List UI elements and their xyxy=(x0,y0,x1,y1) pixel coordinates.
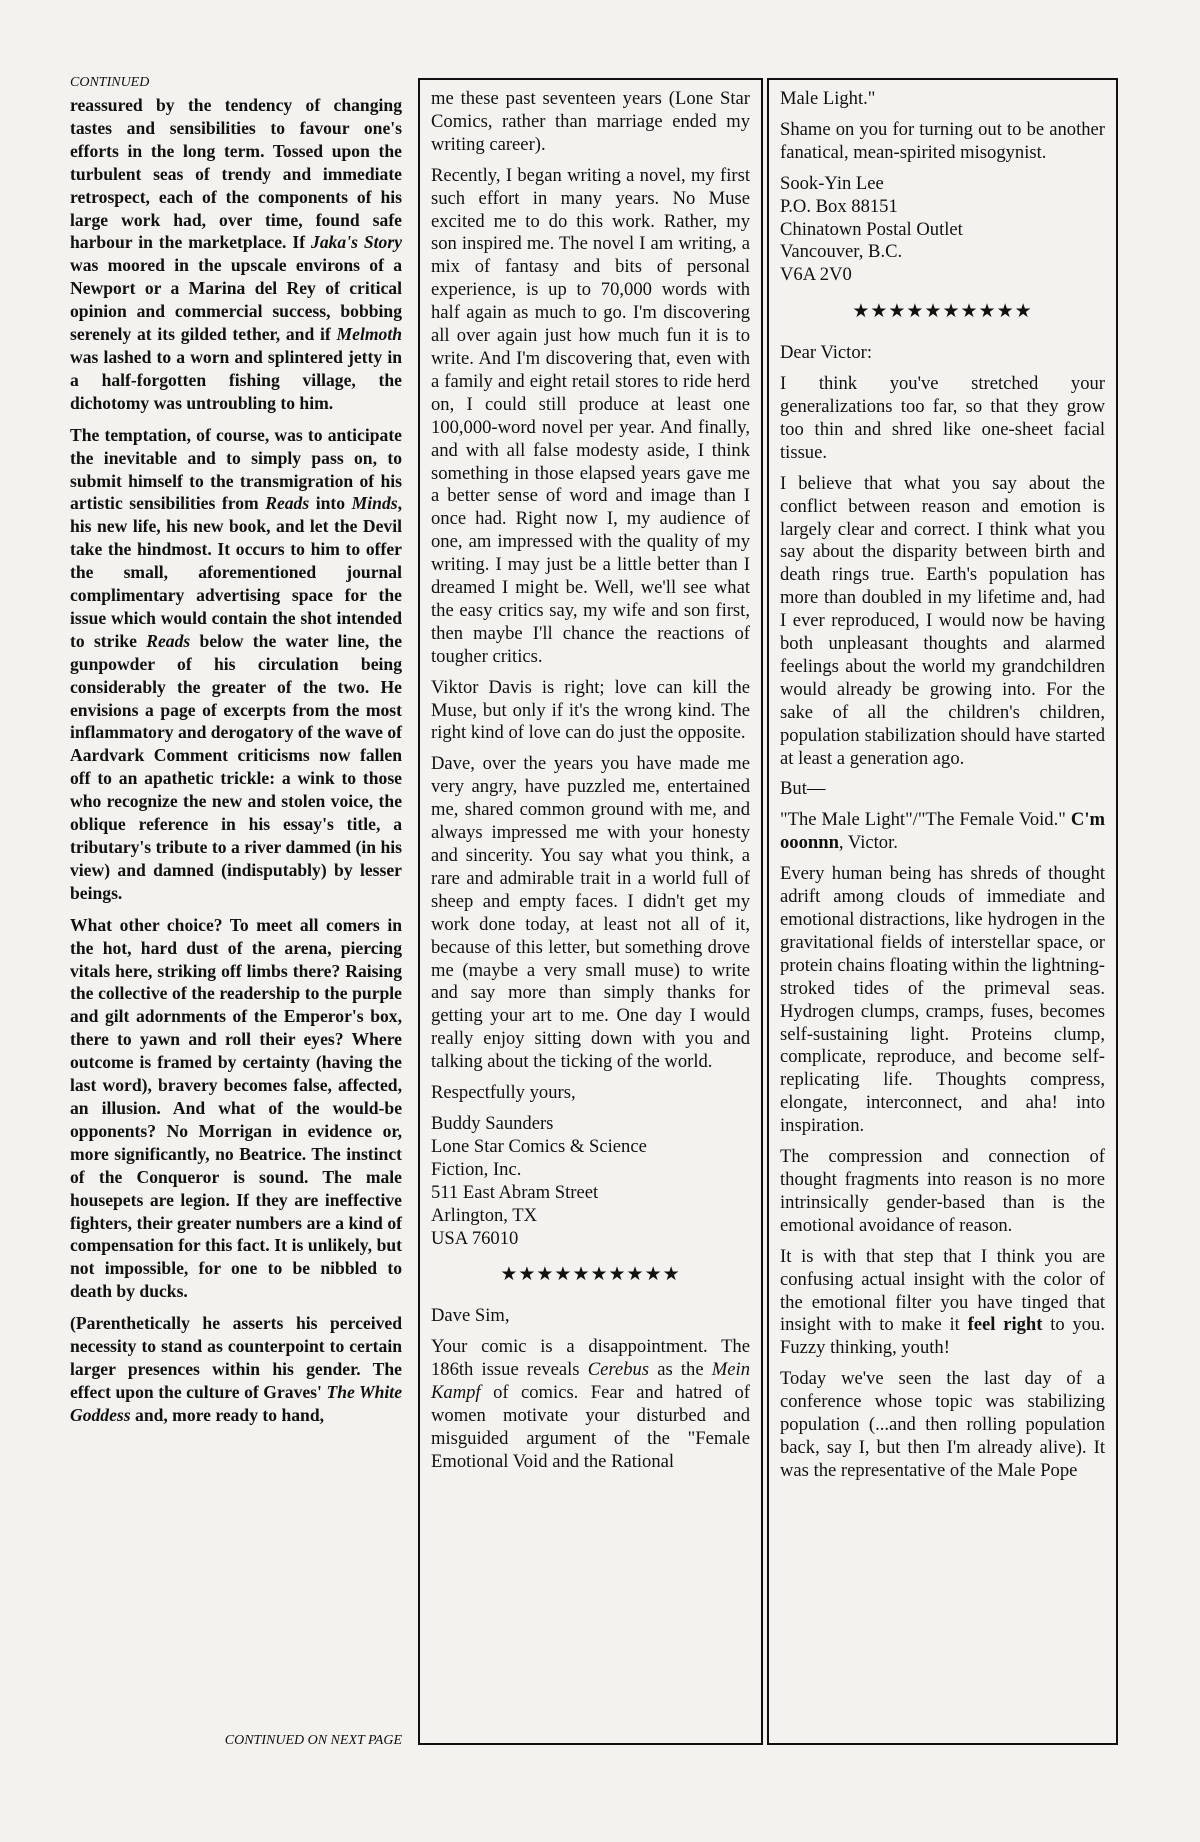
letter-paragraph: me these past seventeen years (Lone Star Comics, rather than marriage ended my writing career). xyxy=(431,88,750,155)
letter-paragraph: Your comic is a disappointment. The 186th issue reveals Cerebus as the Mein Kampf of comics. Fear and hatred of women motivate your disturbed and misguided argument of the "Female Emotional Void and the Rational xyxy=(431,1336,751,1472)
star-divider: ★★★★★★★★★★ xyxy=(500,1264,681,1286)
letter-address xyxy=(780,173,1105,288)
address-line: P.O. Box 88151 xyxy=(780,195,898,217)
address-line: USA 76010 xyxy=(431,1227,519,1249)
letter-paragraph: Today we've seen the last day of a conference whose topic was stabilizing population (...and then rolling population back, say I, but then I'm already alive). It was the representative of the Male Pope xyxy=(780,1368,1105,1481)
address-line: Fiction, Inc. xyxy=(431,1158,522,1180)
continued-next-page-label: CONTINUED ON NEXT PAGE xyxy=(224,1733,402,1748)
continued-label: CONTINUED xyxy=(70,75,150,90)
letters-column-right xyxy=(767,78,1118,1745)
letter-paragraph: But— xyxy=(780,778,826,800)
address-line: Lone Star Comics & Science xyxy=(431,1135,647,1157)
letters-column-middle xyxy=(418,78,763,1745)
letter-salutation: Dave Sim, xyxy=(431,1305,510,1327)
essay-paragraph: The temptation, of course, was to anticipate the inevitable and to simply pass on, to submit himself to the transmigration of his artistic sensibilities from Reads into Minds, his new life, his new book, and let the Devil take the hindmost. It occurs to him to offer the small, aforementioned journal complimentary advertising space for the issue which would contain the shot intended to strike Reads below the water line, the gunpowder of his circulation being considerably the greater of the two. He envisions a page of excerpts from the most inflammatory and derogatory of the wave of Aardvark Comment criticisms now fallen off to an apathetic trickle: a wink to those who recognize the new and stolen voice, the oblique reference in his essay's title, a tributary's tribute to a river dammed (in his view) and damned (indisputably) by lesser beings. xyxy=(70,424,403,903)
address-line: V6A 2V0 xyxy=(780,264,852,286)
letter-paragraph: The compression and connection of thought fragments into reason is no more intrinsically gender-based than is the emotional avoidance of reason. xyxy=(780,1146,1105,1236)
address-line: Arlington, TX xyxy=(431,1204,538,1226)
letter-paragraph: Recently, I began writing a novel, my first such effort in many years. No Muse excited me to do this work. Rather, my son inspired me. The novel I am writing, a mix of fantasy and bits of personal experience, is up to 70,000 words with half again as much to go. I'm discovering all over again just how much fun it is to write. And I'm discovering that, even with a family and eight retail stores to ride herd on, I could still produce at least one 100,000-word novel per year. And finally, and with all false modesty aside, I think something in those elapsed years gave me a better sense of word and image than I once had. Right now I, my audience of one, am impressed with the quality of my writing. I may just be a little better than I dreamed I might be. Well, we'll see what the easy critics say, my wife and son first, then maybe I'll chance the reactions of tougher critics. xyxy=(431,164,750,667)
letter-paragraph: I believe that what you say about the conflict between reason and emotion is largely clear and correct. I think what you say about the disparity between birth and death rings true. Earth's population has more than doubled in my lifetime and, had I ever reproduced, I would now be having both unpleasant thoughts and alarmed feelings about the world my grandchildren would already be growing into. For the sake of all the children's children, population stabilization should have started at least a generation ago. xyxy=(780,472,1105,769)
letter-address xyxy=(431,1113,750,1250)
address-line: Buddy Saunders xyxy=(431,1112,554,1134)
letter-paragraph: Male Light." xyxy=(780,88,876,109)
essay-paragraph: What other choice? To meet all comers in the hot, hard dust of the arena, piercing vitals here, striking off limbs there? Raising the collective of the readership to the purple and gilt adornments of the Emperor's box, there to yawn and roll their eyes? Where outcome is framed by certainty (having the last word), bravery becomes false, affected, an illusion. And what of the would-be opponents? No Morrigan in evidence or, more significantly, no Beatrice. The instinct of the Conqueror is sound. The male housepets are legion. If they are ineffective fighters, their greater numbers are a kind of compensation for this fact. It is unlikely, but not impossible, for one to be nibbled to death by ducks. xyxy=(70,914,402,1302)
letter-paragraph: Dave, over the years you have made me very angry, have puzzled me, entertained me, shared common ground with me, and always impressed me with your honesty and sincerity. You say what you think, a rare and admirable trait in a world full of sheep and empty faces. I didn't get my work done today, at least not all of it, because of this letter, but something drove me (maybe a very small muse) to write and say more than simply thanks for getting your art to me. One day I would really enjoy sitting down with you and talking about the ticking of the world. xyxy=(431,753,750,1073)
letter-paragraph: It is with that step that I think you are confusing actual insight with the color of the emotional filter you have tinged that insight with to make it feel right to you. Fuzzy thinking, youth! xyxy=(780,1245,1105,1359)
essay-paragraph: (Parenthetically he asserts his perceived necessity to stand as counterpoint to certain larger presences within his gender. The effect upon the culture of Graves' The White Goddess and, more ready to hand, xyxy=(70,1313,403,1425)
letter-paragraph: Every human being has shreds of thought adrift among clouds of immediate and emotional distractions, like hydrogen in the gravitational fields of interstellar space, or protein chains floating within the lightning-stroked tides of the primeval seas. Hydrogen clumps, cramps, fuses, becomes self-sustaining light. Proteins clump, complicate, reproduce, and become self-replicating life. Thoughts compress, elongate, interconnect, and aha! into inspiration. xyxy=(780,863,1105,1137)
essay-paragraph: reassured by the tendency of changing tastes and sensibilities to favour one's efforts in the long term. Tossed upon the turbulent seas of trendy and immediate retrospect, each of the components of his large work had, over time, found safe harbour in the marketplace. If Jaka's Story was moored in the upscale environs of a Newport or a Marina del Rey of critical opinion and commercial success, bobbing serenely at its gilded tether, and if Melmoth was lashed to a worn and splintered jetty in a half-forgotten fishing village, the dichotomy was untroubling to him. xyxy=(70,95,403,413)
letter-paragraph: I think you've stretched your generalizations too far, so that they grow too thin and shred like one-sheet facial tissue. xyxy=(780,373,1105,463)
letter-salutation: Dear Victor: xyxy=(780,342,872,364)
address-line: Vancouver, B.C. xyxy=(780,241,903,263)
letter-paragraph: "The Male Light"/"The Female Void." C'm ooonnn, Victor. xyxy=(780,809,1105,854)
address-line: 511 East Abram Street xyxy=(431,1181,599,1203)
letter-paragraph: Viktor Davis is right; love can kill the Muse, but only if it's the wrong kind. The right kind of love can do just the opposite. xyxy=(431,676,750,744)
letter-paragraph: Shame on you for turning out to be another fanatical, mean-spirited misogynist. xyxy=(780,118,1105,163)
address-line: Chinatown Postal Outlet xyxy=(780,218,963,240)
star-divider: ★★★★★★★★★★ xyxy=(852,301,1033,323)
essay-column xyxy=(70,74,402,1436)
address-line: Sook-Yin Lee xyxy=(780,172,884,194)
letter-signoff: Respectfully yours, xyxy=(431,1082,576,1104)
